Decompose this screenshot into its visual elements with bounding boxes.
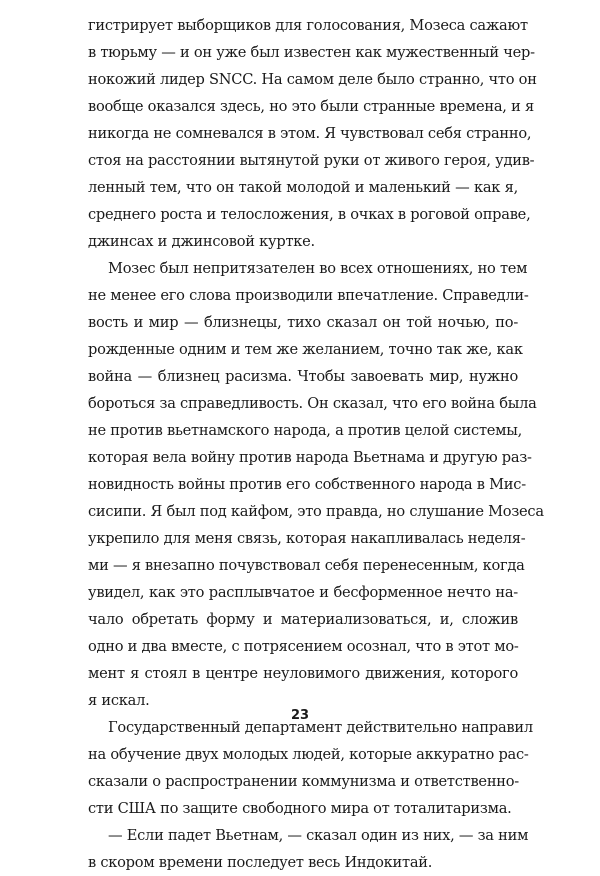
text-line: не менее его слова производили впечатление. Справедли- bbox=[88, 287, 529, 304]
text-line: мент я стоял в центре неуловимого движения, которого bbox=[88, 665, 518, 682]
text-line: не против вьетнамского народа, а против целой системы, bbox=[88, 422, 523, 439]
text-line: рожденные одним и тем же желанием, точно так же, как bbox=[88, 341, 523, 358]
text-line: сказали о распространении коммунизма и ответственно- bbox=[88, 773, 519, 790]
paragraph bbox=[88, 822, 529, 876]
text-line: ленный тем, что он такой молодой и маленький — как я, bbox=[88, 179, 518, 196]
body-text bbox=[88, 12, 544, 876]
text-line: одно и два вместе, с потрясением осознал, что в этот мо- bbox=[88, 638, 519, 655]
text-line: чало обретать форму и материализоваться, и, сложив bbox=[88, 611, 518, 628]
paragraph bbox=[88, 12, 537, 255]
text-line: — Если падет Вьетнам, — сказал один из них, — за ним bbox=[108, 827, 529, 844]
paragraph bbox=[88, 255, 544, 714]
text-line: джинсах и джинсовой куртке. bbox=[88, 233, 315, 250]
text-line: Мозес был непритязателен во всех отношениях, но тем bbox=[108, 260, 528, 277]
text-line: в скором времени последует весь Индокитай. bbox=[88, 854, 433, 871]
text-line: гистрирует выборщиков для голосования, Мозеса сажают bbox=[88, 17, 528, 34]
text-line: на обучение двух молодых людей, которые аккуратно рас- bbox=[88, 746, 529, 763]
text-line: новидность войны против его собственного народа в Мис- bbox=[88, 476, 526, 493]
text-line: вообще оказался здесь, но это были странные времена, и я bbox=[88, 98, 534, 115]
text-line: сисипи. Я был под кайфом, это правда, но слушание Мозеса bbox=[88, 503, 544, 520]
text-line: среднего роста и телосложения, в очках в роговой оправе, bbox=[88, 206, 531, 223]
text-line: война — близнец расизма. Чтобы завоевать мир, нужно bbox=[88, 368, 518, 385]
text-line: бороться за справедливость. Он сказал, что его война была bbox=[88, 395, 537, 412]
text-line: увидел, как это расплывчатое и бесформенное нечто на- bbox=[88, 584, 518, 601]
text-line: нокожий лидер SNCC. На самом деле было странно, что он bbox=[88, 71, 537, 88]
text-line: которая вела войну против народа Вьетнама и другую раз- bbox=[88, 449, 532, 466]
text-line: укрепило для меня связь, которая накапливалась неделя- bbox=[88, 530, 526, 547]
text-line: никогда не сомневался в этом. Я чувствовал себя странно, bbox=[88, 125, 532, 142]
text-line: вость и мир — близнецы, тихо сказал он той ночью, по- bbox=[88, 314, 518, 331]
text-line: сти США по защите свободного мира от тоталитаризма. bbox=[88, 800, 512, 817]
text-line: Государственный департамент действительно направил bbox=[108, 719, 533, 736]
paragraph bbox=[88, 714, 533, 822]
text-line: в тюрьму — и он уже был известен как мужественный чер- bbox=[88, 44, 535, 61]
page-number: 23 bbox=[290, 708, 310, 723]
text-line: я искал. bbox=[88, 692, 150, 709]
text-line: стоя на расстоянии вытянутой руки от живого героя, удив- bbox=[88, 152, 535, 169]
text-line: ми — я внезапно почувствовал себя перенесенным, когда bbox=[88, 557, 525, 574]
